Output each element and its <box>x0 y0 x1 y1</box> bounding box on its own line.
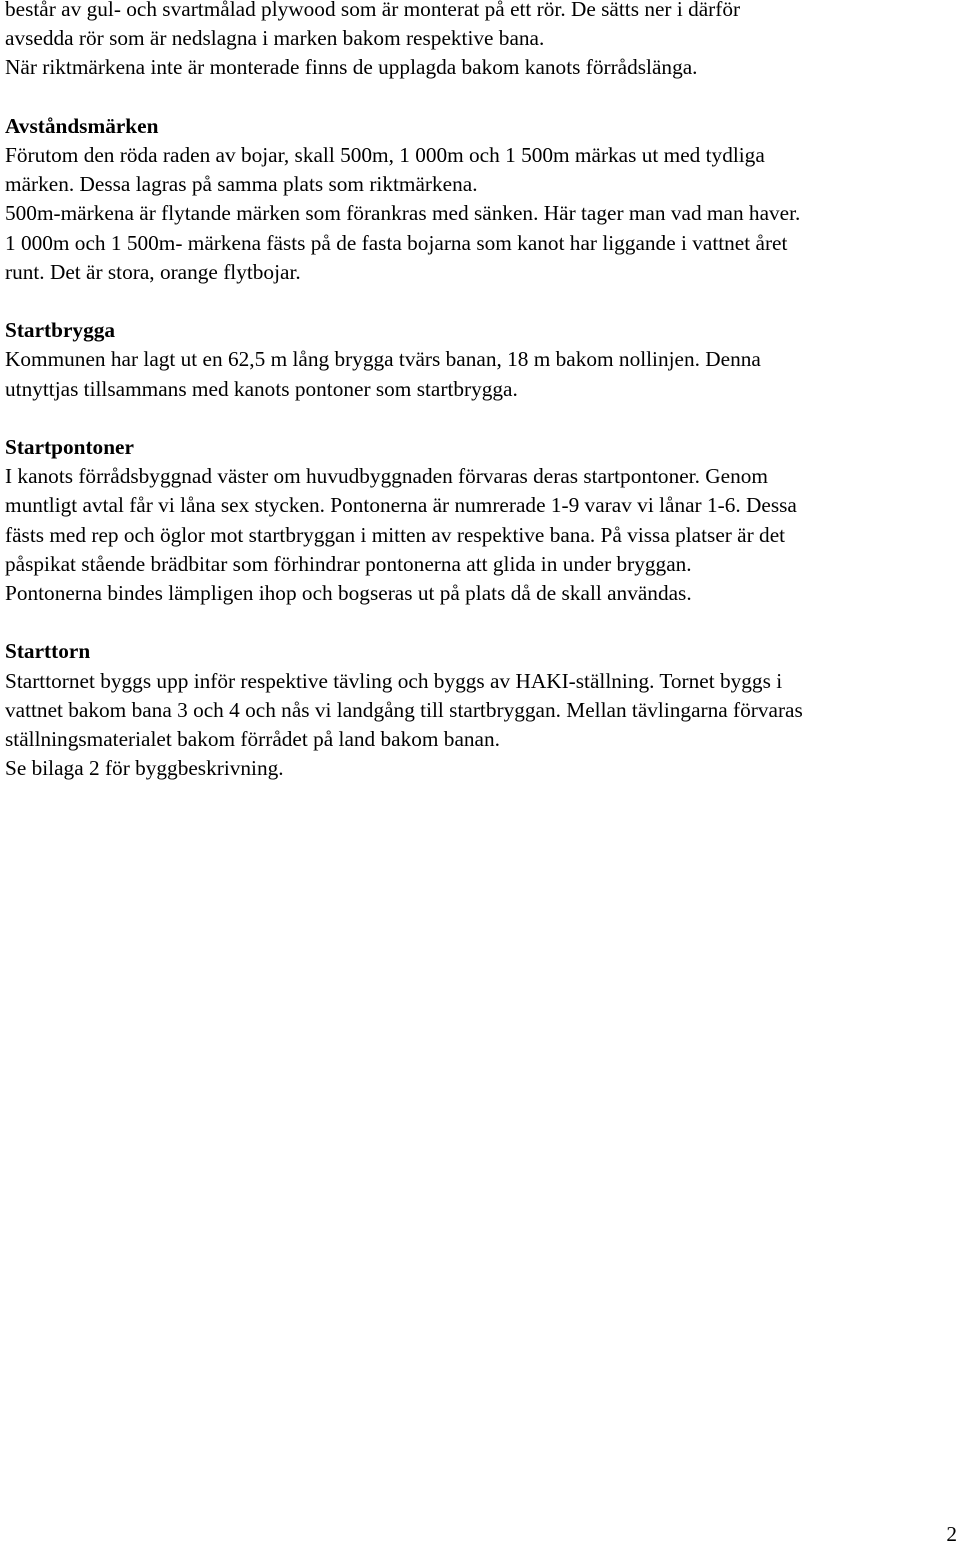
paragraph-line: ställningsmaterialet bakom förrådet på land bakom banan. <box>5 727 500 752</box>
intro-line: består av gul- och svartmålad plywood som är monterat på ett rör. De sätts ner i därför <box>5 0 741 21</box>
paragraph-line: fästs med rep och öglor mot startbryggan i mitten av respektive bana. På vissa platser är det <box>5 522 786 547</box>
paragraph-line: 500m-märkena är flytande märken som förankras med sänken. Här tager man vad man haver. <box>5 201 801 226</box>
paragraph-line: muntligt avtal får vi låna sex stycken. Pontonerna är numrerade 1-9 varav vi lånar 1-6. Dessa <box>5 493 797 518</box>
paragraph-line: vattnet bakom bana 3 och 4 och nås vi landgång till startbryggan. Mellan tävlingarna förvaras <box>5 697 803 722</box>
section-heading-avstandsmarken: Avståndsmärken <box>5 113 159 138</box>
paragraph-gap <box>5 83 955 112</box>
page-number: 2 <box>946 1522 957 1546</box>
paragraph-line: 1 000m och 1 500m- märkena fästs på de fasta bojarna som kanot har liggande i vattnet året <box>5 230 788 255</box>
intro-line: avsedda rör som är nedslagna i marken bakom respektive bana. <box>5 26 545 51</box>
startbrygga-section <box>5 316 955 404</box>
paragraph-gap <box>5 404 955 433</box>
section-heading-startpontoner: Startpontoner <box>5 435 134 459</box>
avstandsmarken-section <box>5 112 955 287</box>
paragraph-gap <box>5 608 955 637</box>
paragraph-gap <box>5 287 955 316</box>
paragraph-line: påspikat stående brädbitar som förhindrar pontonerna att glida in under bryggan. <box>5 551 692 576</box>
starttorn-section <box>5 637 955 783</box>
paragraph-line: utnyttjas tillsammans med kanots pontoner som startbrygga. <box>5 376 518 401</box>
paragraph-line: Starttornet byggs upp inför respektive tävling och byggs av HAKI-ställning. Tornet byggs i <box>5 668 783 693</box>
paragraph-line: Pontonerna bindes lämpligen ihop och bogseras ut på plats då de skall användas. <box>5 581 692 606</box>
paragraph-line: Se bilaga 2 för byggbeskrivning. <box>5 756 284 781</box>
document-body <box>5 0 955 783</box>
intro-section <box>5 0 955 83</box>
paragraph-line: Kommunen har lagt ut en 62,5 m lång brygga tvärs banan, 18 m bakom nollinjen. Denna <box>5 347 761 372</box>
paragraph-line: runt. Det är stora, orange flytbojar. <box>5 259 301 284</box>
paragraph-line: Förutom den röda raden av bojar, skall 500m, 1 000m och 1 500m märkas ut med tydliga <box>5 143 765 167</box>
paragraph-line: märken. Dessa lagras på samma plats som riktmärkena. <box>5 172 478 197</box>
section-heading-startbrygga: Startbrygga <box>5 318 116 343</box>
startpontoner-section <box>5 433 955 608</box>
paragraph-line: I kanots förrådsbyggnad väster om huvudbyggnaden förvaras deras startpontoner. Genom <box>5 464 768 489</box>
intro-line: När riktmärkena inte är monterade finns de upplagda bakom kanots förrådslänga. <box>5 55 698 80</box>
section-heading-starttorn: Starttorn <box>5 639 91 664</box>
